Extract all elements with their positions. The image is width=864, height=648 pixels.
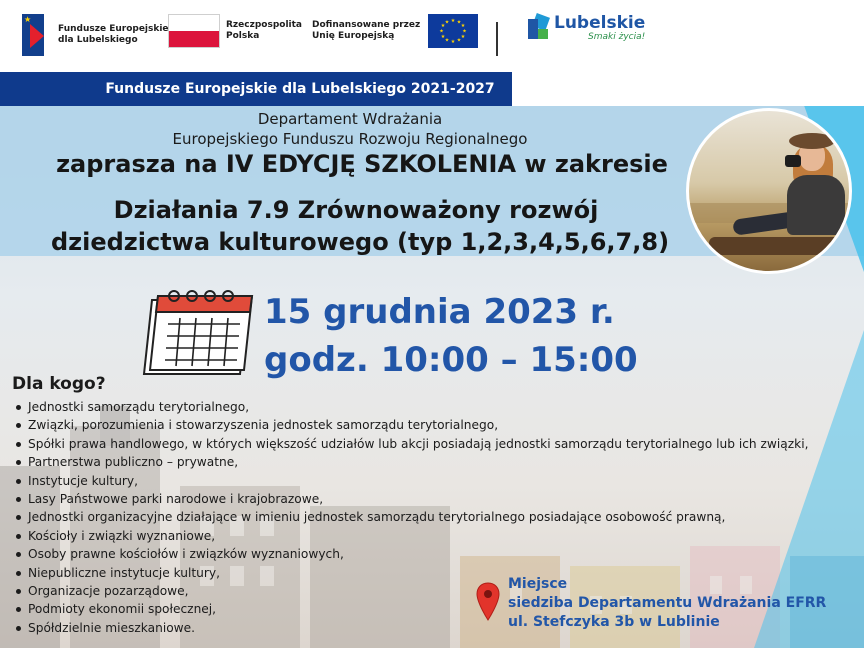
svg-text:★: ★ — [439, 28, 444, 35]
logo-divider — [496, 22, 498, 56]
list-item: Instytucje kultury, — [14, 472, 854, 490]
list-item: Lasy Państwowe parki narodowe i krajobrazowe, — [14, 490, 854, 508]
svg-text:★: ★ — [461, 34, 466, 40]
eu-logo-text-2: Unię Europejską — [312, 31, 395, 41]
lubelskie-logo-slogan: Smaki życia! — [588, 32, 646, 42]
department-line-1: Departament Wdrażania — [257, 110, 443, 128]
list-item: Niepubliczne instytucje kultury, — [14, 564, 854, 582]
fe-logo-text-2: dla Lubelskiego — [58, 35, 138, 45]
svg-text:★: ★ — [457, 37, 462, 44]
svg-text:★: ★ — [441, 34, 446, 40]
list-item: Partnerstwa publiczno – prywatne, — [14, 453, 854, 471]
svg-text:★: ★ — [441, 23, 446, 29]
place-address: ul. Stefczyka 3b w Lublinie — [508, 614, 720, 630]
list-item: Związki, porozumienia i stowarzyszenia jednostek samorządu terytorialnego, — [14, 416, 854, 434]
topic-line-1: Działania 7.9 Zrównoważony rozwój — [113, 196, 599, 224]
rp-logo-text-2: Polska — [226, 31, 260, 41]
logo-strip — [0, 0, 864, 72]
svg-text:★: ★ — [451, 18, 456, 24]
list-item: Kościoły i związki wyznaniowe, — [14, 527, 854, 545]
banner-right-filler — [512, 72, 864, 106]
svg-text:★: ★ — [451, 39, 456, 45]
svg-text:★: ★ — [461, 23, 466, 29]
lubelskie-logo-icon — [528, 15, 550, 41]
eu-logo — [312, 14, 478, 48]
svg-text:★: ★ — [457, 19, 462, 26]
lubelskie-logo — [528, 14, 645, 42]
lubelskie-logo-name: Lubelskie — [554, 13, 646, 33]
department-line-2: Europejskiego Funduszu Rozwoju Regionalnego — [172, 130, 528, 148]
program-banner: Fundusze Europejskie dla Lubelskiego 2021-2027 — [0, 72, 512, 106]
location-pin-icon — [476, 582, 500, 622]
svg-text:★: ★ — [445, 19, 450, 26]
place-name: siedziba Departamentu Wdrażania EFRR — [508, 595, 827, 611]
fe-logo-text-1: Fundusze Europejskie — [58, 24, 169, 34]
eu-flag-icon — [428, 14, 478, 48]
svg-text:★: ★ — [445, 37, 450, 44]
audience-heading: Dla kogo? — [12, 374, 106, 394]
list-item: Organizacje pozarządowe, — [14, 582, 854, 600]
list-item: Osoby prawne kościołów i związków wyznaniowych, — [14, 545, 854, 563]
list-item: Jednostki samorządu terytorialnego, — [14, 398, 854, 416]
event-date: 15 grudnia 2023 r. — [264, 292, 615, 332]
list-item: Spółdzielnie mieszkaniowe. — [14, 619, 854, 637]
place-label: Miejsce — [508, 576, 568, 592]
fe-logo-icon: ★ — [22, 14, 52, 56]
rp-logo — [168, 14, 302, 48]
eu-logo-text-1: Dofinansowane przez — [312, 20, 421, 30]
svg-text:★: ★ — [462, 28, 467, 35]
polish-flag-icon — [168, 14, 220, 48]
fe-logo — [22, 14, 169, 56]
topic-line-2: dziedzictwa kulturowego (typ 1,2,3,4,5,6,7,8) — [50, 228, 670, 256]
invitation-heading: zaprasza na IV EDYCJĘ SZKOLENIA w zakresie — [56, 150, 668, 178]
list-item: Podmioty ekonomii społecznej, — [14, 600, 854, 618]
camera-icon — [785, 155, 801, 167]
list-item: Spółki prawa handlowego, w których większość udziałów lub akcji posiadają jednostki samorządu terytorialnego lub ich związki, — [14, 435, 854, 453]
event-time: godz. 10:00 – 15:00 — [264, 340, 638, 380]
calendar-icon — [140, 290, 256, 382]
traveller-photo — [686, 108, 852, 274]
rp-logo-text-1: Rzeczpospolita — [226, 20, 302, 30]
list-item: Jednostki organizacyjne działające w imieniu jednostek samorządu terytorialnego posiadające osobowość prawną, — [14, 508, 854, 526]
